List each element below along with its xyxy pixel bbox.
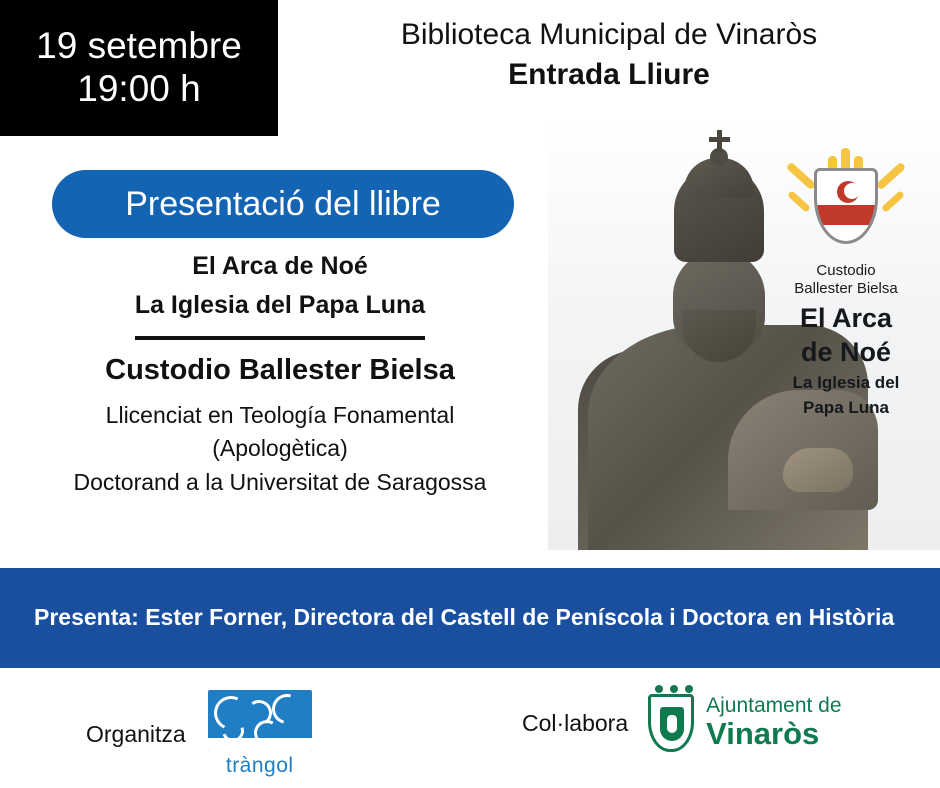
ajuntament-line-2: Vinaròs bbox=[706, 716, 820, 752]
admission-label: Entrada Lliure bbox=[508, 58, 710, 91]
presentation-banner-label: Presentació del llibre bbox=[125, 184, 441, 223]
papal-crest-icon bbox=[782, 146, 910, 256]
venue-name: Biblioteca Municipal de Vinaròs bbox=[400, 18, 818, 51]
author-name: Custodio Ballester Bielsa bbox=[105, 354, 455, 386]
organizer-label: Organitza bbox=[86, 720, 186, 747]
trangol-logo bbox=[208, 690, 312, 778]
divider-rule bbox=[135, 336, 425, 340]
date-block bbox=[0, 0, 278, 136]
key-icon-right bbox=[876, 162, 907, 191]
collaborator-group bbox=[522, 694, 842, 752]
cover-subtitle-line-2: Papa Luna bbox=[803, 397, 889, 417]
presenter-band bbox=[0, 568, 940, 668]
statue-hand bbox=[783, 448, 853, 492]
crescent-moon-icon bbox=[837, 181, 859, 203]
coat-of-arms-icon bbox=[648, 694, 694, 752]
presenter-text: Presenta: Ester Forner, Directora del Castell de Peníscola i Doctora en Història bbox=[34, 604, 895, 631]
cover-text-block bbox=[758, 146, 934, 417]
cover-subtitle-line-1: La Iglesia del bbox=[792, 372, 900, 392]
ajuntament-text bbox=[706, 695, 841, 751]
trangol-name: tràngol bbox=[225, 754, 294, 777]
trangol-logo-mark bbox=[208, 690, 312, 752]
book-info bbox=[20, 252, 540, 499]
ajuntament-line-1: Ajuntament de bbox=[706, 694, 842, 718]
key-icon-right-lower bbox=[881, 190, 905, 213]
book-title-line-2: La Iglesia del Papa Luna bbox=[134, 291, 426, 319]
footer bbox=[0, 668, 940, 788]
event-time: 19:00 h bbox=[77, 68, 201, 109]
cross-icon-bar bbox=[709, 137, 730, 142]
logo-band bbox=[208, 738, 312, 752]
header bbox=[278, 18, 940, 92]
shield-band bbox=[817, 205, 875, 225]
key-icon-left bbox=[786, 162, 817, 191]
organizer-group bbox=[86, 690, 312, 778]
credential-line-3: Doctorand a la Universitat de Saragossa bbox=[73, 468, 487, 495]
book-title-line-1: El Arca de Noé bbox=[192, 252, 368, 280]
cover-title-line-1: El Arca bbox=[799, 303, 893, 333]
collaborator-label: Col·labora bbox=[522, 709, 629, 736]
event-date: 19 setembre bbox=[36, 25, 242, 67]
shield-emblem-icon bbox=[660, 707, 684, 741]
presentation-banner bbox=[52, 170, 514, 238]
key-icon-left-lower bbox=[787, 190, 811, 213]
cover-author-line-1: Custodio bbox=[816, 262, 876, 279]
cover-author-line-2: Ballester Bielsa bbox=[794, 280, 898, 297]
credential-line-1: Llicenciat en Teología Fonamental bbox=[105, 402, 455, 428]
author-credentials bbox=[20, 399, 540, 499]
cover-title-line-2: de Noé bbox=[800, 337, 892, 368]
credential-line-2: (Apologètica) bbox=[212, 435, 348, 462]
shield-icon bbox=[814, 168, 878, 244]
book-cover-image bbox=[548, 120, 940, 550]
crown-icon bbox=[655, 685, 693, 695]
ajuntament-logo bbox=[648, 694, 841, 752]
